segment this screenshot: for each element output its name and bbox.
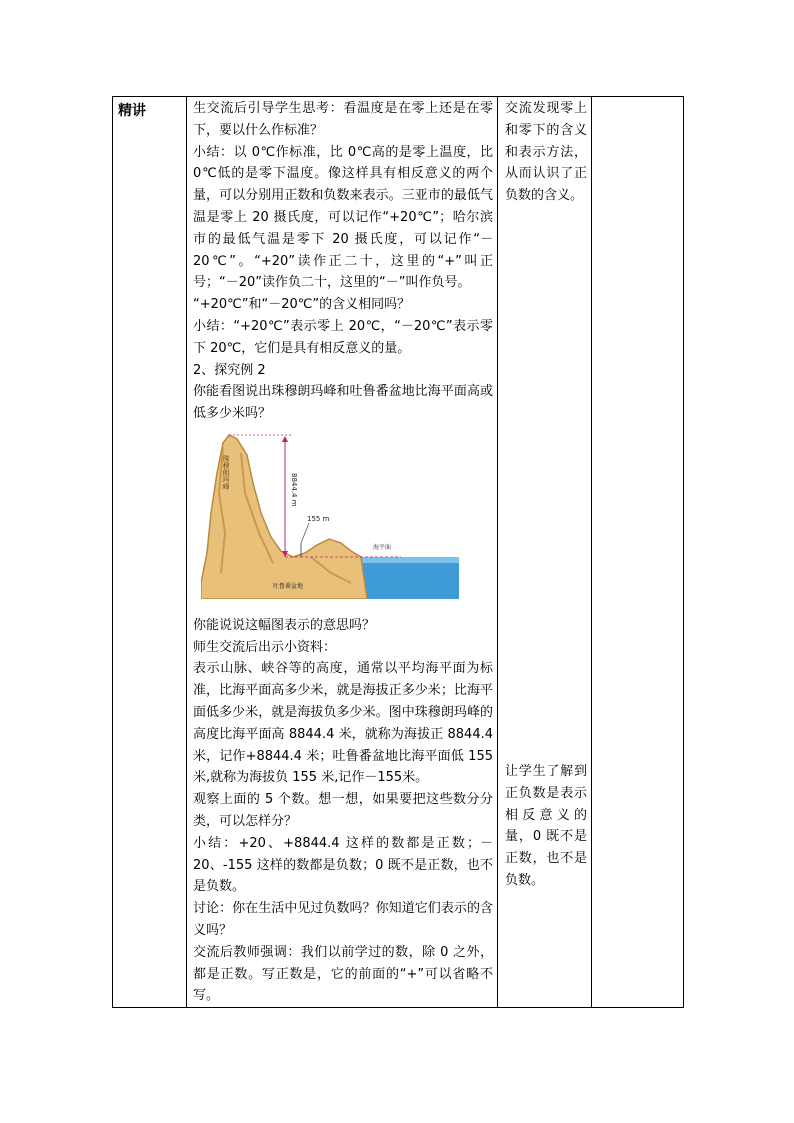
paragraph-guide-question: 生交流后引导学生思考：看温度是在零上还是在零下，要以什么作标准？ bbox=[193, 101, 493, 138]
design-note-1: 交流发现零上和零下的含义和表示方法，从而认识了正负数的含义。 bbox=[505, 101, 587, 204]
stage-label: 精讲 bbox=[118, 103, 146, 119]
sea-level-label: 海平面 bbox=[373, 543, 392, 551]
sea-surface bbox=[361, 557, 459, 563]
design-note-2: 让学生了解到正负数是表示相反意义的量，0 既不是正数，也不是负数。 bbox=[505, 763, 587, 888]
paragraph-summary-temperature: 小结：以 0℃作标准，比 0℃高的是零上温度，比 0℃低的是零下温度。像这样具有相反意义的两个量，可以分别用正数和负数来表示。三亚市的最低气温是零上 20 摄氏度，可以记作“+20℃”；哈尔滨市的最低气温是零下 20 摄氏度，可以记作“－20℃”。“+20”读作正二十，这里的“+”叫正号；“－20”读作负二十，这里的“－”叫作负号。 bbox=[193, 144, 493, 291]
paragraph-summary-classify: 小结：+20、+8844.4 这样的数都是正数；－20、-155 这样的数都是负数；0 既不是正数，也不是负数。 bbox=[193, 835, 493, 895]
paragraph-info-intro: 师生交流后出示小资料： bbox=[193, 639, 337, 655]
paragraph-example-question: 你能看图说出珠穆朗玛峰和吐鲁番盆地比海平面高或低多少米吗？ bbox=[193, 384, 493, 422]
peak-label: 珠穆朗玛峰 bbox=[222, 454, 230, 490]
lesson-plan-table bbox=[112, 96, 684, 1008]
sea-area bbox=[361, 557, 459, 599]
basin-label: 吐鲁番盆地 bbox=[273, 582, 304, 590]
content-text bbox=[187, 97, 497, 1007]
content-cell bbox=[187, 97, 498, 1008]
paragraph-example-heading: 2、探究例 2 bbox=[193, 362, 266, 378]
paragraph-info-altitude: 表示山脉、峡谷等的高度，通常以平均海平面为标准，比海平面高多少米，就是海拔正多少米；比海平面低多少米，就是海拔负多少米。图中珠穆朗玛峰的高度比海平面高 8844.4 米，就称为海拔正 8844.4 米，记作+8844.4 米；吐鲁番盆地比海平面低 155 米,就称为海拔负 155 米,记作－155米。 bbox=[193, 661, 493, 786]
paragraph-discussion: 讨论：你在生活中见过负数吗？你知道它们表示的含义吗？ bbox=[193, 901, 493, 938]
altitude-figure bbox=[201, 433, 459, 599]
depth-label: 155 m bbox=[307, 514, 330, 523]
paragraph-summary-opposite: 小结：“+20℃”表示零上 20℃，“－20℃”表示零下 20℃，它们是具有相反意义的量。 bbox=[193, 318, 493, 356]
paragraph-figure-question: 你能说说这幅图表示的意思吗？ bbox=[193, 617, 376, 633]
notes-cell bbox=[498, 97, 592, 1008]
paragraph-question-meaning: “+20℃”和“－20℃”的含义相同吗？ bbox=[193, 297, 411, 313]
height-label: 8844.4 m bbox=[290, 472, 298, 507]
lesson-row bbox=[113, 97, 684, 1008]
stage-cell bbox=[113, 97, 187, 1008]
paragraph-teacher-emphasis: 交流后教师强调：我们以前学过的数，除 0 之外，都是正数。写正数是，它的前面的“+”可以省略不写。 bbox=[193, 944, 493, 1004]
paragraph-classify-question: 观察上面的 5 个数。想一想，如果要把这些数分分类，可以怎样分？ bbox=[193, 792, 493, 829]
empty-cell bbox=[592, 97, 684, 1008]
